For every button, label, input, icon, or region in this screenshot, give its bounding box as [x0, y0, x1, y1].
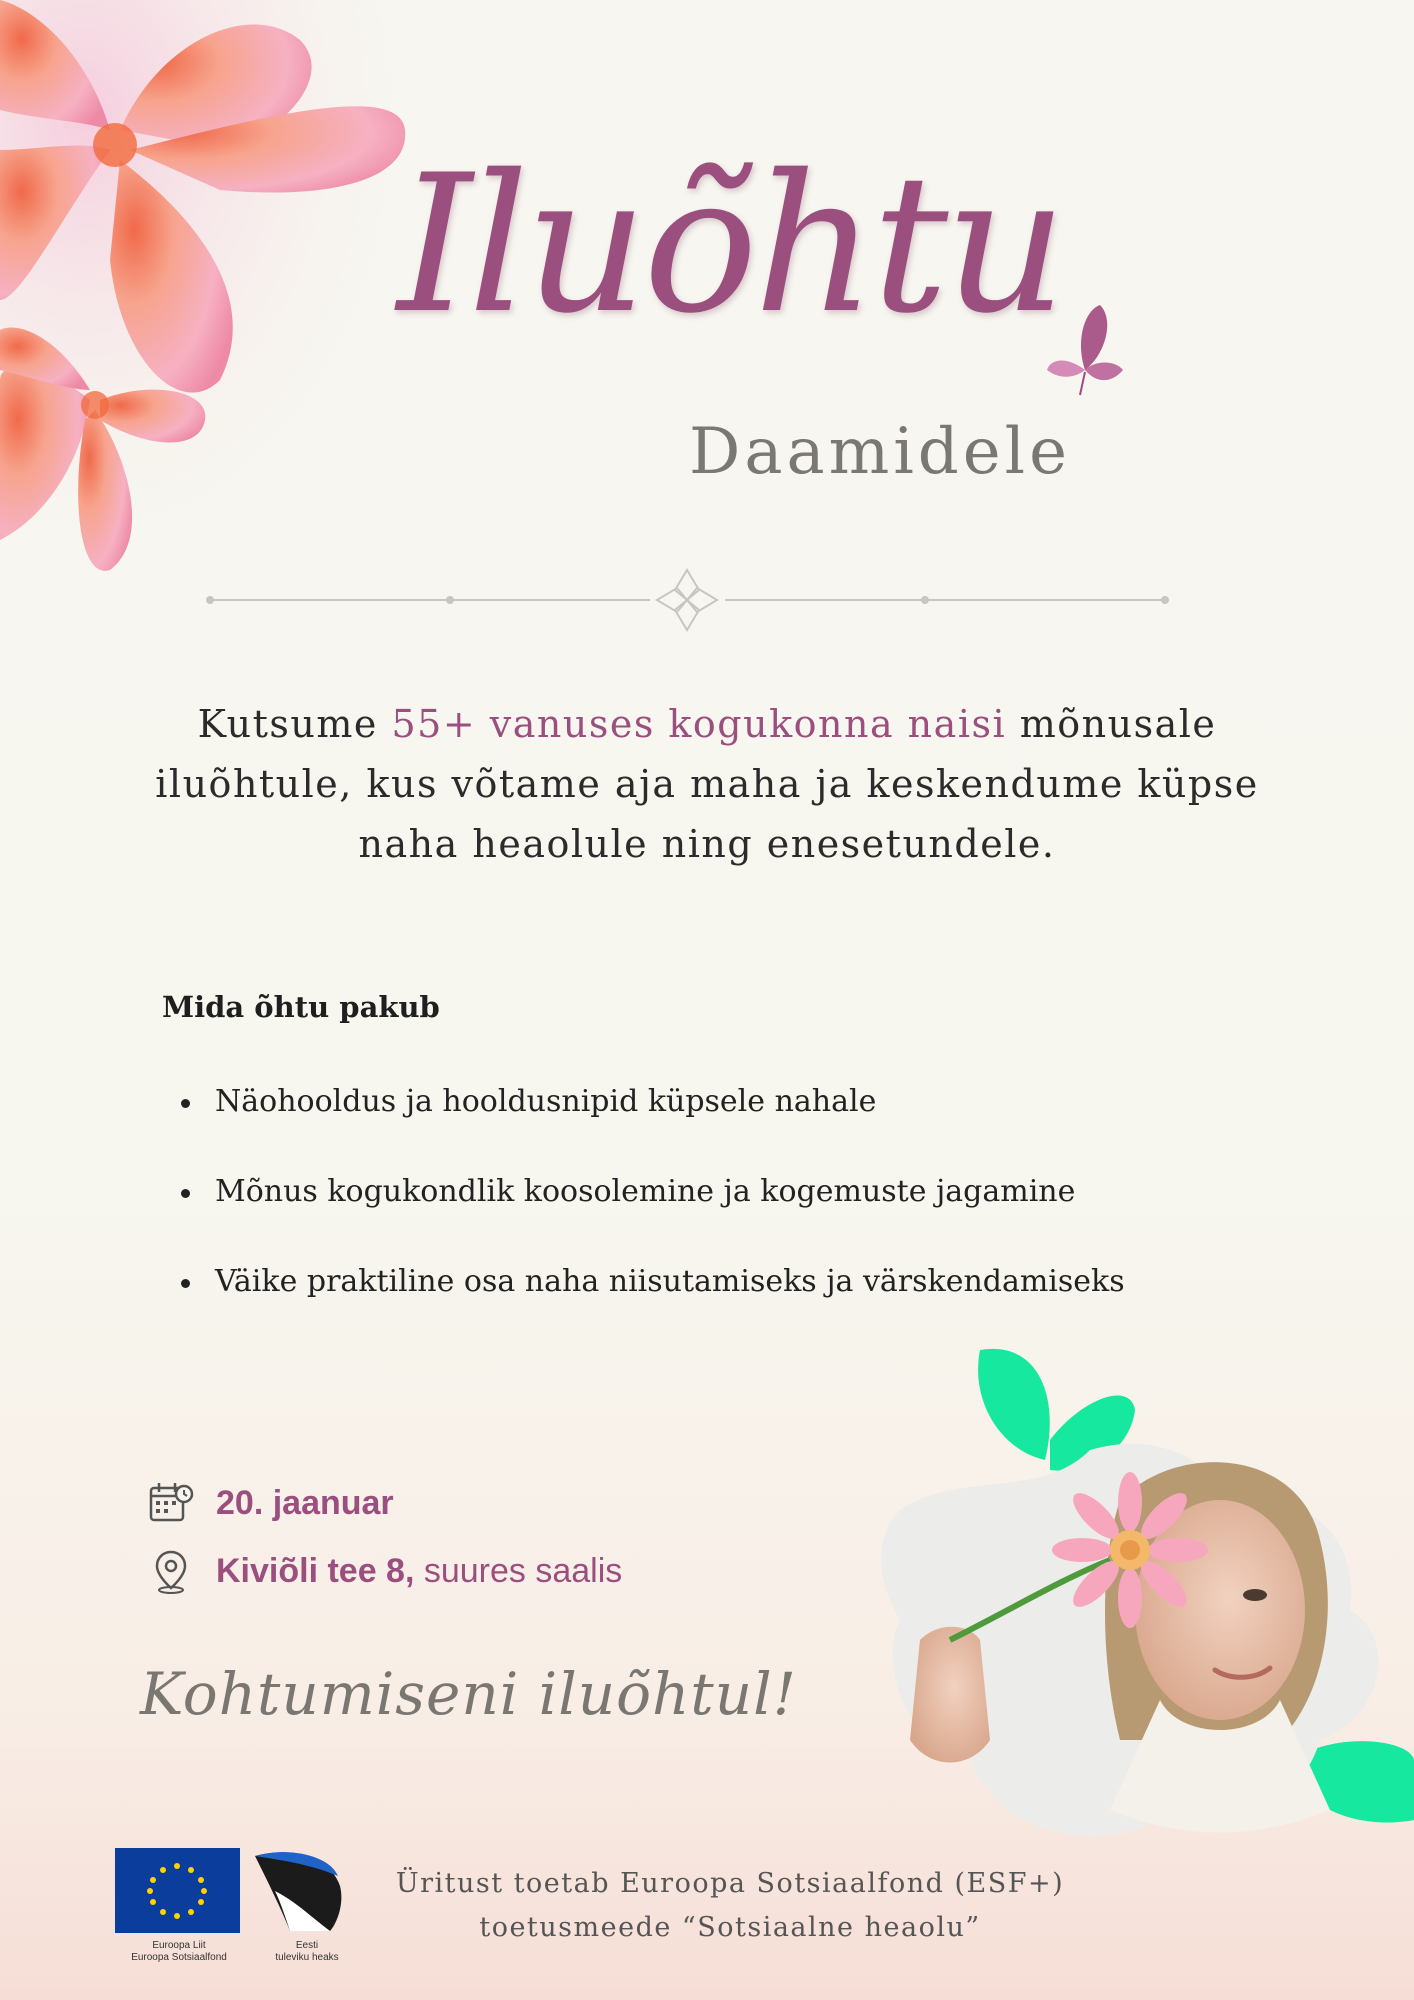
intro-paragraph — [140, 694, 1274, 874]
ornament-divider — [205, 565, 1170, 635]
list-item: Mõnus kogukondlik koosolemine ja kogemuste jagamine — [175, 1165, 1125, 1255]
intro-text-end: mõnusale iluõhtule, kus võtame aja maha ja keskendume küpse naha heaolule ning enesetundele. — [155, 702, 1259, 866]
estonia-logo — [250, 1846, 345, 1936]
list-item: Näohooldus ja hooldusnipid küpsele nahale — [175, 1075, 1125, 1165]
funding-note-line1: Üritust toetab Euroopa Sotsiaalfond (ESF+) — [395, 1868, 1065, 1899]
intro-highlight: 55+ vanuses kogukonna naisi — [391, 702, 1007, 746]
offer-list — [175, 1075, 1125, 1345]
event-location-row — [148, 1548, 622, 1594]
event-date-row — [148, 1480, 394, 1526]
flower-decoration — [0, 0, 430, 580]
funding-note-line2: toetusmeede “Sotsiaalne heaolu” — [479, 1912, 981, 1943]
estonia-caption — [252, 1940, 362, 1964]
location-pin-icon — [148, 1548, 194, 1594]
eu-flag-logo — [115, 1848, 240, 1938]
woman-with-flower-image — [880, 1340, 1414, 1860]
list-item: Väike praktiline osa naha niisutamiseks ja värskendamiseks — [175, 1255, 1125, 1345]
funding-note — [375, 1862, 1085, 1950]
eu-caption-line2: Euroopa Sotsiaalfond — [131, 1952, 227, 1963]
event-location-street: Kiviõli tee 8, — [216, 1551, 415, 1590]
eu-caption — [112, 1940, 246, 1964]
intro-text-start: Kutsume — [197, 702, 392, 746]
event-date: 20. jaanuar — [216, 1483, 394, 1522]
butterfly-icon — [1045, 300, 1125, 400]
ornament-icon — [657, 570, 717, 630]
closing-text: Kohtumiseni iluõhtul! — [140, 1660, 797, 1728]
event-location-room: suures saalis — [414, 1551, 623, 1590]
estonia-caption-line2: tuleviku heaks — [275, 1952, 339, 1963]
event-subtitle: Daamidele — [689, 415, 1071, 489]
event-title: Iluõhtu — [397, 134, 1063, 355]
eu-caption-line1: Euroopa Liit — [152, 1940, 206, 1951]
calendar-icon — [148, 1480, 194, 1526]
estonia-caption-line1: Eesti — [295, 1940, 319, 1951]
offer-heading: Mida õhtu pakub — [162, 990, 440, 1024]
